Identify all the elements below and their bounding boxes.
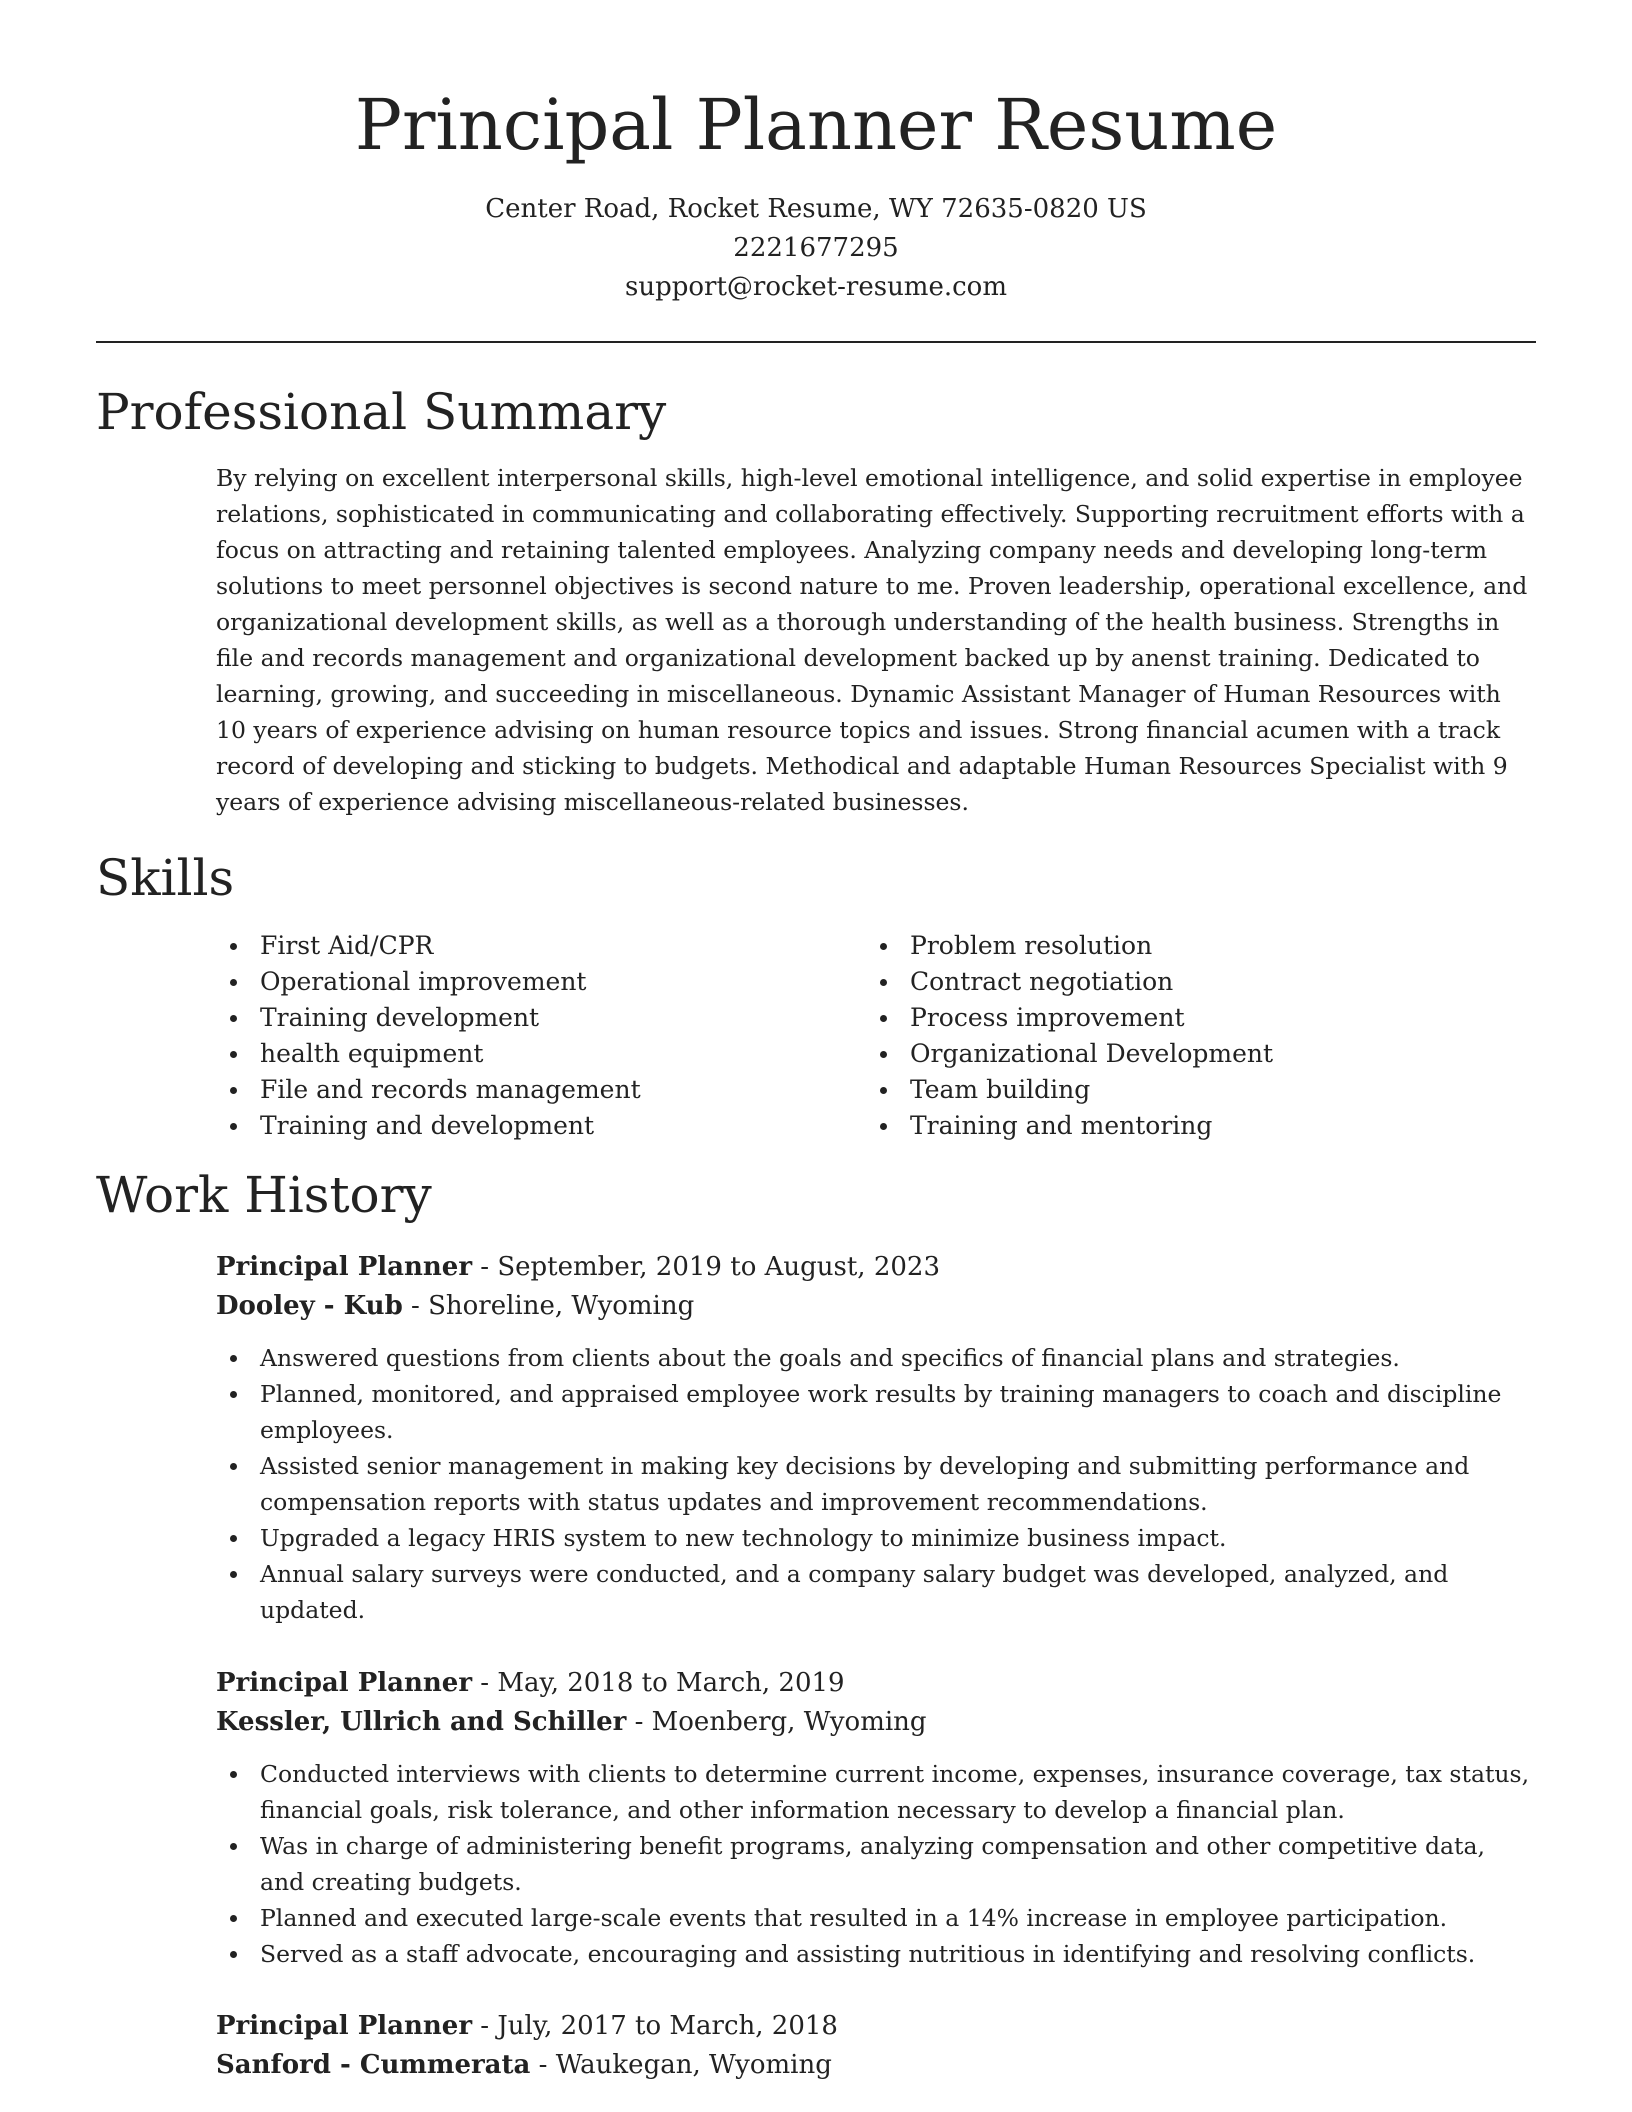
skill-item: health equipment xyxy=(216,1036,856,1072)
skill-item: Problem resolution xyxy=(866,928,1506,964)
skill-item: Process improvement xyxy=(866,1000,1506,1036)
job-dates: September, 2019 to August, 2023 xyxy=(497,1252,941,1282)
skill-item: Team building xyxy=(866,1072,1506,1108)
separator: - xyxy=(634,1707,652,1737)
skill-item: Contract negotiation xyxy=(866,964,1506,1000)
job-title-line xyxy=(216,1248,1536,1287)
contact-phone: 2221677295 xyxy=(733,233,899,263)
job-entry xyxy=(216,1664,1536,1972)
job-bullet: Planned, monitored, and appraised employee work results by training managers to coach and discipline employees. xyxy=(216,1376,1536,1448)
job-company: Kessler, Ullrich and Schiller xyxy=(216,1707,627,1737)
skill-item: Organizational Development xyxy=(866,1036,1506,1072)
separator: - xyxy=(411,1291,429,1321)
job-title: Principal Planner xyxy=(216,1668,473,1698)
job-bullets xyxy=(216,1756,1536,1972)
contact-email: support@rocket-resume.com xyxy=(624,272,1007,302)
job-bullet: Annual salary surveys were conducted, and a company salary budget was developed, analyzed, and updated. xyxy=(216,1556,1536,1628)
job-bullet: Was in charge of administering benefit programs, analyzing compensation and other competitive data, and creating budgets. xyxy=(216,1828,1536,1900)
job-bullet: Assisted senior management in making key decisions by developing and submitting performance and compensation reports with status updates and improvement recommendations. xyxy=(216,1448,1536,1520)
resume-title: Principal Planner Resume xyxy=(354,84,1278,166)
job-title-line xyxy=(216,2007,1536,2046)
separator: - xyxy=(480,2011,498,2041)
summary-heading: Professional Summary xyxy=(96,383,667,441)
skill-item: First Aid/CPR xyxy=(216,928,856,964)
contact-block xyxy=(0,190,1632,307)
summary-text: By relying on excellent interpersonal skills, high-level emotional intelligence, and solid expertise in employee relations, sophisticated in communicating and collaborating effectively. Supporting recruitment efforts with a focus on attracting and retaining talented employees. Analyzing company needs and developing long-term solutions to meet personnel objectives is second nature to me. Proven leadership, operational excellence, and organizational development skills, as well as a thorough understanding of the health business. Strengths in file and records management and organizational development backed up by anenst training. Dedicated to learning, growing, and succeeding in miscellaneous. Dynamic Assistant Manager of Human Resources with 10 years of experience advising on human resource topics and issues. Strong financial acumen with a track record of developing and sticking to budgets. Methodical and adaptable Human Resources Specialist with 9 years of experience advising miscellaneous-related businesses. xyxy=(216,464,1528,816)
job-dates: July, 2017 to March, 2018 xyxy=(497,2011,838,2041)
skill-item: Training and mentoring xyxy=(866,1108,1506,1144)
job-location: Moenberg, Wyoming xyxy=(651,1707,927,1737)
skill-item: File and records management xyxy=(216,1072,856,1108)
contact-address: Center Road, Rocket Resume, WY 72635-0820 US xyxy=(485,194,1147,224)
job-entry xyxy=(216,2007,1536,2085)
job-dates: May, 2018 to March, 2019 xyxy=(497,1668,845,1698)
separator: - xyxy=(538,2050,556,2080)
skills-list-left xyxy=(216,928,856,1144)
job-bullet: Upgraded a legacy HRIS system to new technology to minimize business impact. xyxy=(216,1520,1536,1556)
job-location: Shoreline, Wyoming xyxy=(428,1291,695,1321)
job-title: Principal Planner xyxy=(216,2011,473,2041)
job-title-line xyxy=(216,1664,1536,1703)
job-company-line xyxy=(216,1287,1536,1326)
job-company-line xyxy=(216,1703,1536,1742)
skill-item: Training development xyxy=(216,1000,856,1036)
skill-item: Operational improvement xyxy=(216,964,856,1000)
work-history-heading: Work History xyxy=(96,1166,432,1224)
header-divider xyxy=(96,341,1536,343)
job-bullet: Conducted interviews with clients to determine current income, expenses, insurance coverage, tax status, financial goals, risk tolerance, and other information necessary to develop a financial plan. xyxy=(216,1756,1536,1828)
separator: - xyxy=(480,1252,498,1282)
job-bullet: Served as a staff advocate, encouraging and assisting nutritious in identifying and resolving conflicts. xyxy=(216,1936,1536,1972)
skills-list-right xyxy=(866,928,1506,1144)
job-company: Sanford - Cummerata xyxy=(216,2050,531,2080)
job-company: Dooley - Kub xyxy=(216,1291,403,1321)
job-entry xyxy=(216,1248,1536,1628)
separator: - xyxy=(480,1668,498,1698)
skill-item: Training and development xyxy=(216,1108,856,1144)
job-location: Waukegan, Wyoming xyxy=(555,2050,832,2080)
job-company-line xyxy=(216,2046,1536,2085)
job-bullet: Planned and executed large-scale events that resulted in a 14% increase in employee participation. xyxy=(216,1900,1536,1936)
job-title: Principal Planner xyxy=(216,1252,473,1282)
job-bullets xyxy=(216,1340,1536,1628)
job-bullet: Answered questions from clients about the goals and specifics of financial plans and strategies. xyxy=(216,1340,1536,1376)
skills-heading: Skills xyxy=(96,849,235,907)
